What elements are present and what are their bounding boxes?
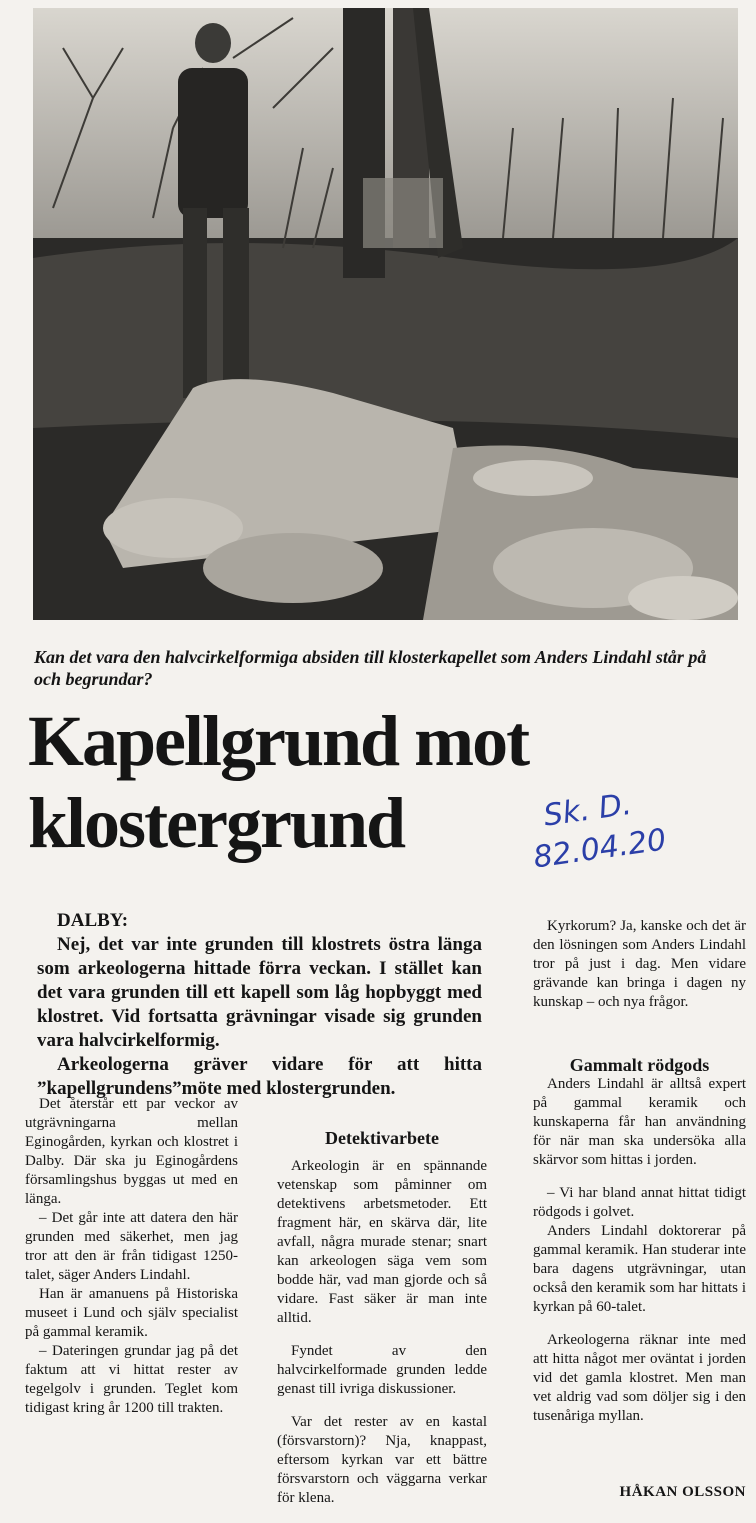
subhead-gammalt-rodgods: Gammalt rödgods [569,1055,710,1075]
article-column-2 [277,1125,487,1508]
column-3-paragraph: Anders Lindahl doktorerar på gammal keramik. Han studerar inte bara dagens utgrävningar, utan också den keramik som har hittats i kyrkan på 60-talet. [533,1223,746,1315]
lede-paragraph-2: Arkeologerna gräver vidare för att hitta ”kapellgrundens”möte med klostergrunden. [37,1054,482,1099]
column-3-paragraph: Anders Lindahl är alltså expert på gammal keramik och kunskaperna får han användning för när man ska undersöka alla skärvor som hittas i jorden. [533,1076,746,1168]
headline-line-2: klostergrund [28,783,405,863]
column-2-paragraph: Fyndet av den halvcirkelformade grunden ledde genast till ivriga diskussioner. [277,1343,487,1397]
handwritten-note [525,771,734,878]
column-1-paragraph: – Det går inte att datera den här grunden med säkerhet, men jag tror att den är från tidigast 1250-talet, säger Anders Lindahl. [25,1210,238,1283]
column-1-paragraph: – Dateringen grundar jag på det faktum att vi hittat rester av tegelgolv i grunden. Teglet kom tidigast kring år 1200 till trakten. [25,1343,238,1416]
headline-line-1: Kapellgrund mot [28,701,529,781]
column-1-paragraph: Han är amanuens på Historiska museet i Lund och själv specialist på gammal keramik. [25,1286,238,1340]
photograph-icon [33,8,738,620]
article-column-1 [25,1095,238,1418]
article-photo [33,8,738,620]
column-3-paragraph: Kyrkorum? Ja, kanske och det är den lösningen som Anders Lindahl tror på just i dag. Men vidare grävande kan bringa i dagen ny kunskap – och nya frågor. [533,918,746,1010]
column-3-paragraph: Arkeologerna räknar inte med att hitta något mer oväntat i jorden vid det gamla klostret. Men man vet aldrig vad som döljer sig i den tusenåriga myllan. [533,1332,746,1424]
column-2-paragraph: Arkeologin är en spännande vetenskap som påminner om detektivens arbetsmetoder. Ett fragment här, en skärva där, lite avfall, några murade stenar; snart kan arkeologen säga vem som bodde här, vad man gjorde och så vidare. Fast säker är man inte alltid. [277,1158,487,1326]
column-1-paragraph: Det återstår ett par veckor av utgrävningarna mellan Eginogården, kyrkan och klostret i Dalby. Där ska ju Eginogårdens församlingshus byggas ut med en länga. [25,1096,238,1207]
handwritten-date: 82.04.20 [531,822,669,876]
lede-paragraph-1: Nej, det var inte grunden till klostrets östra länga som arkeologerna hittade förra veckan. I stället kan det vara grunden till ett kapell som låg hopbyggt med klostret. Vid fortsatta grävningar visade sig grunden vara halvcirkelformig. [37,934,482,1051]
photo-caption: Kan det vara den halvcirkelformiga absiden till klosterkapellet som Anders Lindahl står på och begrundar? [34,647,707,689]
handwritten-source: Sk. D. [541,786,634,834]
author-byline: HÅKAN OLSSON [619,1484,746,1500]
article-lede [37,909,482,1101]
subhead-detektivarbete: Detektivarbete [325,1128,439,1148]
column-2-paragraph: Var det rester av en kastal (försvarstorn)? Nja, knappast, eftersom kyrkan var ett bättre försvarstorn och väggarna verkar för klena. [277,1414,487,1506]
dateline: DALBY: [57,910,129,931]
column-3-paragraph: – Vi har bland annat hittat tidigt rödgods i golvet. [533,1185,746,1220]
article-headline [28,700,548,864]
